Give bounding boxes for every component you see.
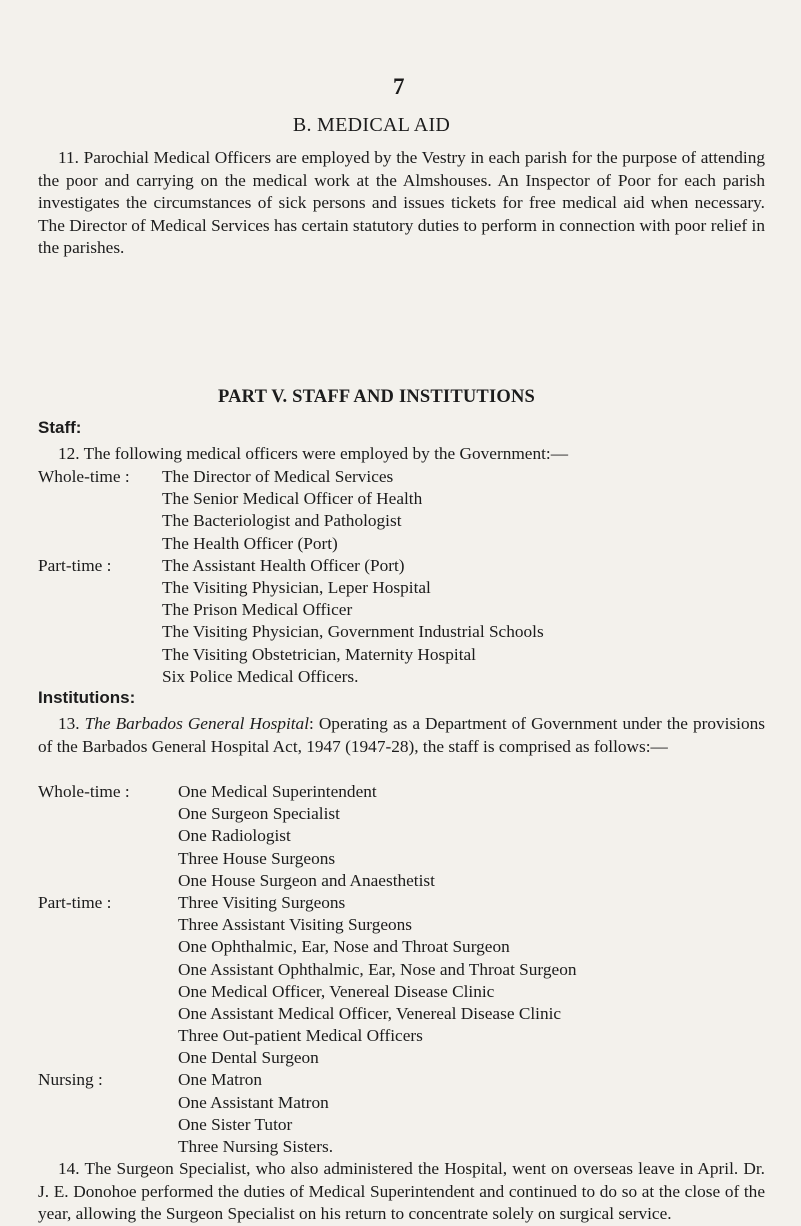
staff-entry: The Visiting Obstetrician, Maternity Hospital xyxy=(162,644,476,664)
list-item xyxy=(38,1092,576,1114)
staff-entry: One Sister Tutor xyxy=(178,1114,293,1134)
list-item xyxy=(38,892,576,914)
list-item xyxy=(38,1047,576,1069)
staff-entry: The Visiting Physician, Government Industrial Schools xyxy=(162,622,544,642)
paragraph-13-text: : Operating as a Department of Government under the provisions of the Barbados General Hospital Act, 1947 (1947-28), the staff is comprised as follows:— xyxy=(38,714,765,756)
list-item xyxy=(38,1069,576,1091)
list-item xyxy=(38,1003,576,1025)
list-item xyxy=(38,599,544,621)
list-item xyxy=(38,533,544,555)
paragraph-14: 14. The Surgeon Specialist, who also administered the Hospital, went on overseas leave in April. Dr. J. E. Donohoe performed the duties of Medical Superintendent and continued to do so at the close of the year, allowing the Surgeon Specialist on his return to concentrate solely on surgical service. xyxy=(38,1159,765,1224)
staff-entry: The Assistant Health Officer (Port) xyxy=(162,555,405,575)
list-item xyxy=(38,577,544,599)
list-item xyxy=(38,936,576,958)
list-item xyxy=(38,1025,576,1047)
staff-entry: One Assistant Matron xyxy=(178,1092,329,1112)
list-item xyxy=(38,825,576,847)
part-time-label: Part-time : xyxy=(38,555,112,575)
staff-entry: One Dental Surgeon xyxy=(178,1048,319,1068)
paragraph-12: 12. The following medical officers were employed by the Government:— xyxy=(58,444,568,463)
list-item xyxy=(38,981,576,1003)
staff-entry: One Radiologist xyxy=(178,826,291,846)
part-v-heading: PART V. STAFF AND INSTITUTIONS xyxy=(217,387,536,407)
list-item xyxy=(38,555,544,577)
staff-entry: One Matron xyxy=(178,1070,262,1090)
hospital-staff-list xyxy=(38,781,576,1158)
staff-entry: One Surgeon Specialist xyxy=(178,804,340,824)
institutions-heading: Institutions: xyxy=(38,688,136,707)
staff-entry: One Medical Officer, Venereal Disease Clinic xyxy=(178,981,495,1001)
staff-entry: The Health Officer (Port) xyxy=(162,533,338,553)
staff-entry: Three Out-patient Medical Officers xyxy=(178,1026,423,1046)
staff-entry: The Bacteriologist and Pathologist xyxy=(162,511,402,531)
nursing-label: Nursing : xyxy=(38,1070,103,1090)
staff-entry: One House Surgeon and Anaesthetist xyxy=(178,870,435,890)
list-item xyxy=(38,466,544,488)
staff-entry: Three Nursing Sisters. xyxy=(178,1137,334,1156)
staff-entry: One Ophthalmic, Ear, Nose and Throat Surgeon xyxy=(178,937,510,957)
list-item xyxy=(38,870,576,892)
list-item xyxy=(38,781,576,803)
list-item xyxy=(38,666,544,688)
part-time-label: Part-time : xyxy=(38,892,112,912)
list-item xyxy=(38,621,544,643)
list-item xyxy=(38,510,544,532)
staff-entry: Three Visiting Surgeons xyxy=(178,892,346,912)
hospital-name: The Barbados General Hospital xyxy=(84,714,309,733)
staff-entry: Three Assistant Visiting Surgeons xyxy=(178,915,413,935)
list-item xyxy=(38,644,544,666)
list-item xyxy=(38,1114,576,1136)
staff-entry: The Director of Medical Services xyxy=(162,467,394,486)
whole-time-label: Whole-time : xyxy=(38,782,130,801)
paragraph-13-number: 13. xyxy=(58,714,80,733)
section-b-heading: B. MEDICAL AID xyxy=(292,114,451,136)
staff-entry: Three House Surgeons xyxy=(178,848,336,868)
staff-entry: The Visiting Physician, Leper Hospital xyxy=(162,577,431,597)
list-item xyxy=(38,848,576,870)
staff-heading: Staff: xyxy=(38,418,82,437)
list-item xyxy=(38,488,544,510)
list-item xyxy=(38,914,576,936)
list-item xyxy=(38,959,576,981)
staff-entry: One Medical Superintendent xyxy=(178,782,377,801)
paragraph-13 xyxy=(38,713,765,758)
staff-list xyxy=(38,466,544,688)
staff-entry: One Assistant Medical Officer, Venereal Disease Clinic xyxy=(178,1003,562,1023)
staff-entry: The Senior Medical Officer of Health xyxy=(162,489,423,509)
list-item xyxy=(38,803,576,825)
page-number: 7 xyxy=(393,74,405,99)
list-item xyxy=(38,1136,576,1158)
staff-entry: Six Police Medical Officers. xyxy=(162,666,359,686)
staff-entry: The Prison Medical Officer xyxy=(162,600,353,620)
whole-time-label: Whole-time : xyxy=(38,467,130,486)
paragraph-11: 11. Parochial Medical Officers are employed by the Vestry in each parish for the purpose of attending the poor and carrying on the medical work at the Almshouses. An Inspector of Poor for each parish investigates the circumstances of sick persons and issues tickets for free medical aid when necessary. The Director of Medical Services has certain statutory duties to perform in connection with poor relief in the parishes. xyxy=(38,148,765,258)
staff-entry: One Assistant Ophthalmic, Ear, Nose and Throat Surgeon xyxy=(178,959,577,979)
